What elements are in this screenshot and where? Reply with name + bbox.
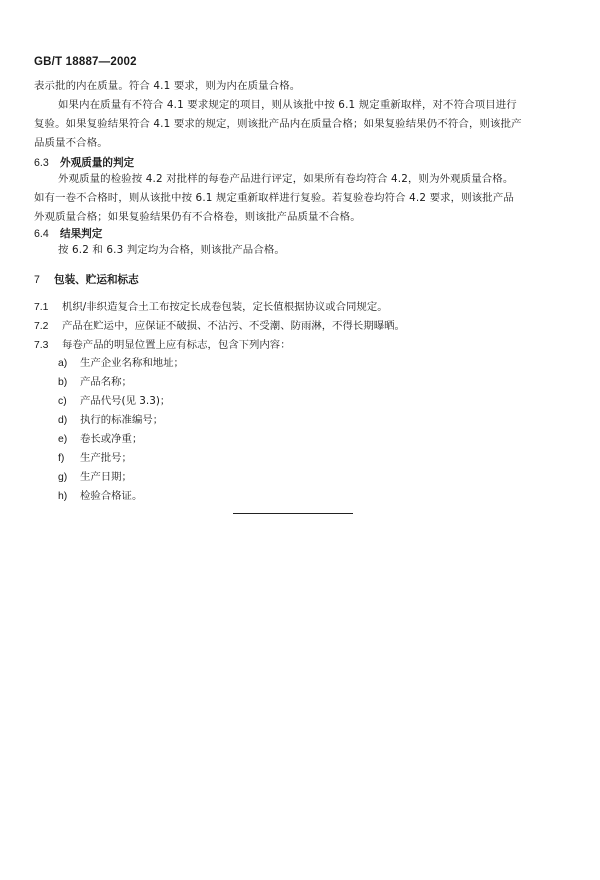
- clause-7-3: [34, 336, 291, 351]
- list-item: [58, 354, 184, 369]
- list-text: 生产批号；: [80, 452, 132, 464]
- list-label: e): [58, 434, 68, 445]
- clause-number: 7.3: [34, 340, 49, 351]
- list-label: c): [58, 396, 67, 407]
- intro-line: 表示批的内在质量。符合 4.1 要求，则为内在质量合格。: [34, 80, 301, 92]
- list-label: b): [58, 377, 68, 388]
- list-text: 检验合格证。: [80, 490, 143, 502]
- body-line: 外观质量的检验按 4.2 对批样的每卷产品进行评定，如果所有卷均符合 4.2，则为外观质量合格。: [58, 173, 514, 185]
- section-6-3-body: [34, 170, 574, 227]
- list-label: f): [58, 453, 65, 464]
- clause-text: 每卷产品的明显位置上应有标志，包含下列内容：: [62, 339, 291, 351]
- list-text: 执行的标准编号；: [80, 414, 164, 426]
- clause-7-2: [34, 317, 405, 332]
- end-of-document-rule: [233, 513, 353, 514]
- section-6-4-heading: [34, 226, 102, 241]
- section-title: 包装、贮运和标志: [54, 274, 139, 286]
- list-label: h): [58, 491, 68, 502]
- section-title: 结果判定: [60, 228, 103, 240]
- section-title: 外观质量的判定: [60, 157, 135, 169]
- body-line: 外观质量合格；如果复验结果仍有不合格卷，则该批产品质量不合格。: [34, 211, 361, 223]
- list-text: 产品代号(见 3.3)；: [80, 395, 171, 407]
- intro-line: 复验。如果复验结果符合 4.1 要求的规定，则该批产品内在质量合格；如果复验结果仍不符合，则该批产: [34, 118, 522, 130]
- intro-paragraph: [34, 77, 574, 153]
- body-line: 如有一卷不合格时，则从该批中按 6.1 规定重新取样进行复验。若复验卷均符合 4.2 要求，则该批产品: [34, 192, 514, 204]
- list-label: a): [58, 358, 68, 369]
- section-number: 6.3: [34, 157, 49, 169]
- clause-number: 7.2: [34, 321, 49, 332]
- list-item: [58, 487, 142, 502]
- body-line: 按 6.2 和 6.3 判定均为合格，则该批产品合格。: [58, 244, 285, 256]
- standard-code: GB/T 18887—2002: [34, 56, 137, 68]
- list-item: [58, 411, 163, 426]
- clause-text: 机织/非织造复合土工布按定长成卷包装，定长值根据协议或合同规定。: [62, 301, 388, 313]
- list-item: [58, 373, 132, 388]
- list-item: [58, 449, 132, 464]
- intro-line: 如果内在质量有不符合 4.1 要求规定的项目，则从该批中按 6.1 规定重新取样，对不符合项目进行: [58, 99, 517, 111]
- list-item: [58, 468, 132, 483]
- list-label: g): [58, 472, 68, 483]
- clause-7-1: [34, 298, 388, 313]
- section-number: 6.4: [34, 228, 49, 240]
- section-6-4-body: [34, 241, 574, 260]
- intro-line: 品质量不合格。: [34, 137, 108, 149]
- list-item: [58, 392, 170, 407]
- clause-number: 7.1: [34, 302, 49, 313]
- section-7-heading: [34, 272, 139, 287]
- section-number: 7: [34, 274, 40, 286]
- list-item: [58, 430, 142, 445]
- list-label: d): [58, 415, 68, 426]
- clause-text: 产品在贮运中，应保证不破损、不沾污、不受潮、防雨淋，不得长期曝晒。: [62, 320, 405, 332]
- list-text: 卷长或净重；: [80, 433, 143, 445]
- section-6-3-heading: [34, 155, 134, 170]
- list-text: 生产企业名称和地址；: [80, 357, 184, 369]
- list-text: 产品名称；: [80, 376, 132, 388]
- list-text: 生产日期；: [80, 471, 132, 483]
